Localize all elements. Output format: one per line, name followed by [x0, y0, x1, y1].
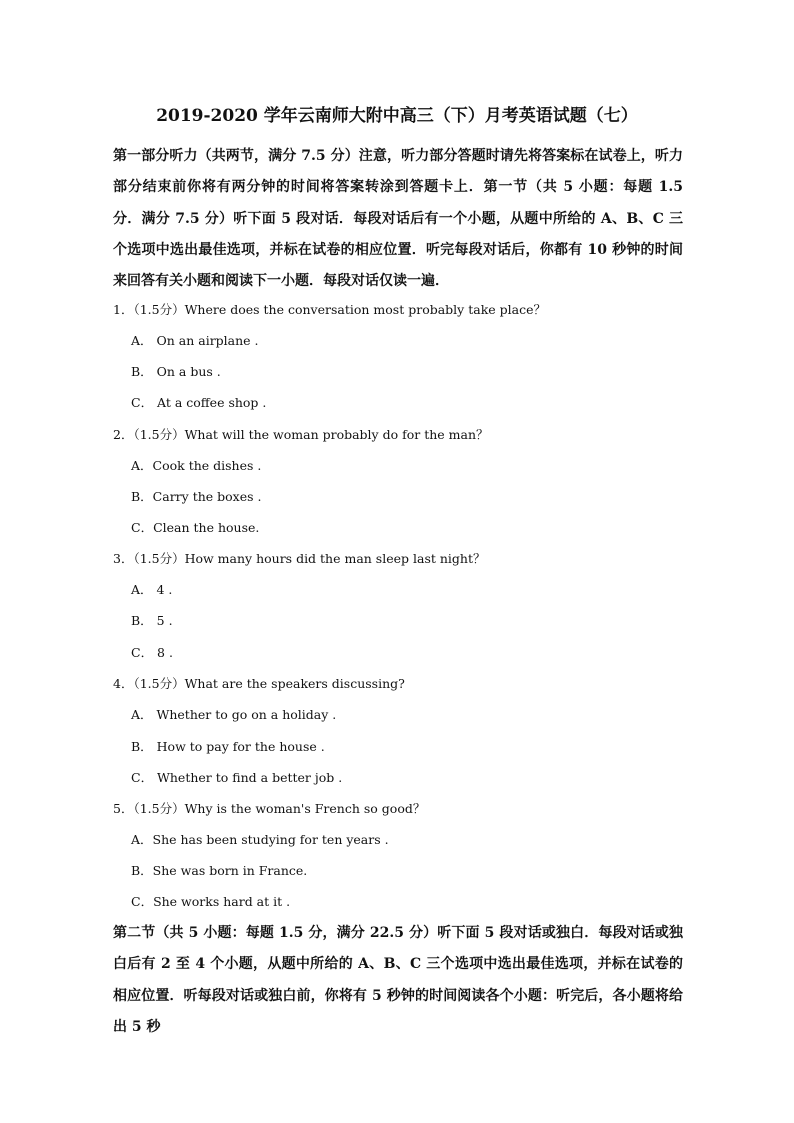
option: A．Cook the dishes . — [131, 458, 262, 473]
option: A． Whether to go on a holiday . — [131, 707, 337, 722]
option: C． Whether to find a better job . — [131, 770, 343, 785]
listening-instructions: 第一部分听力（共两节，满分 7.5 分）注意，听力部分答题时请先将答案标在试卷上，听力部分结束前你将有两分钟的时间将答案转涂到答题卡上．第一节（共 5 小题：每题 1.5 分．满分 7.5 分）听下面 5 段对话．每段对话后有一个小题，从题中所给的 A、B、C 三个选项中选出最佳选项，并标在试卷的相应位置．听完每段对话后，你都有 10 秒钟的时间来回答有关小题和阅读下一小题．每段对话仅读一遍． — [113, 148, 683, 290]
option: B． How to pay for the house . — [131, 739, 325, 754]
option: C． At a coffee shop . — [131, 395, 267, 410]
section-two-instructions: 第二节（共 5 小题：每题 1.5 分，满分 22.5 分）听下面 5 段对话或独白．每段对话或独白后有 2 至 4 个小题，从题中所给的 A、B、C 三个选项中选出最佳选项，并标在试卷的相应位置．听每段对话或独白前，你将有 5 秒钟的时间阅读各个小题：听完后，各小题将给出 5 秒 — [113, 925, 683, 1035]
option: B．Carry the boxes . — [131, 489, 262, 504]
option: C．She works hard at it . — [131, 894, 291, 909]
question-stem: 1．（1.5分）Where does the conversation most probably take place？ — [113, 302, 546, 317]
option: B． On a bus . — [131, 364, 221, 379]
question-stem: 3．（1.5分）How many hours did the man sleep last night？ — [113, 551, 486, 566]
option: A． 4 . — [131, 582, 173, 597]
option: A．She has been studying for ten years . — [131, 832, 389, 847]
question-stem: 2．（1.5分）What will the woman probably do for the man？ — [113, 427, 489, 442]
option: B． 5 . — [131, 613, 173, 628]
option: C． 8 . — [131, 645, 173, 660]
question-stem: 4．（1.5分）What are the speakers discussing? — [113, 676, 405, 691]
option: C．Clean the house. — [131, 520, 260, 535]
question-stem: 5．（1.5分）Why is the woman's French so good？ — [113, 801, 426, 816]
option: B．She was born in France. — [131, 863, 308, 878]
option: A． On an airplane . — [131, 333, 259, 348]
page-title: 2019-2020 学年云南师大附中高三（下）月考英语试题（七） — [156, 106, 638, 126]
